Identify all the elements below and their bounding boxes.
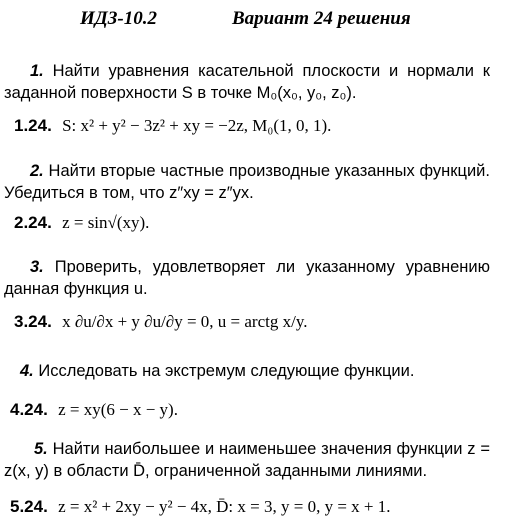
problem-1-label: 1.24.	[14, 116, 52, 135]
problem-1-number-inline: 1.	[30, 62, 53, 80]
problem-3-label: 3.24.	[14, 312, 52, 331]
problem-5-statement: 5. Найти наибольшее и наименьшее значения функции z = z(x, y) в области D̄, ограниченной заданными линиями.	[4, 440, 490, 480]
problem-3-equation-row	[14, 312, 307, 332]
problem-4-statement: 4. Исследовать на экстремум следующие функции.	[20, 362, 415, 380]
problem-5-equation-row	[10, 497, 391, 517]
problem-2-number-inline: 2.	[30, 162, 49, 180]
problem-4-equation-row	[10, 400, 178, 420]
problem-4-equation: z = xy(6 − x − y).	[58, 400, 178, 419]
problem-2-equation: z = sin√(xy).	[62, 213, 150, 232]
problem-4-number-inline: 4.	[20, 362, 39, 380]
problem-2-label: 2.24.	[14, 213, 52, 232]
problem-2-equation-row	[14, 213, 149, 233]
problem-1-equation: S: x² + y² − 3z² + xy = −2z, M₀(1, 0, 1).	[62, 116, 332, 135]
problem-3-number-inline: 3.	[30, 258, 55, 276]
problem-1-equation-row	[14, 116, 331, 136]
problem-5-equation: z = x² + 2xy − y² − 4x, D̄: x = 3, y = 0, y = x + 1.	[58, 497, 391, 516]
variant-heading: Вариант 24 решения	[232, 8, 411, 29]
problem-1-statement: 1. Найти уравнения касательной плоскости и нормали к заданной поверхности S в точке M₀(x₀, y₀, z₀).	[4, 62, 490, 102]
problem-2-statement: 2. Найти вторые частные производные указанных функций. Убедиться в том, что z″xy = z″yx.	[4, 162, 490, 202]
problem-3-statement: 3. Проверить, удовлетворяет ли указанному уравнению данная функция u.	[4, 258, 490, 298]
problem-5-number-inline: 5.	[34, 440, 53, 458]
problem-3-equation: x ∂u/∂x + y ∂u/∂y = 0, u = arctg x/y.	[62, 312, 308, 331]
problem-4-label: 4.24.	[10, 400, 48, 419]
problem-5-label: 5.24.	[10, 497, 48, 516]
document-title: ИДЗ-10.2	[80, 8, 158, 29]
